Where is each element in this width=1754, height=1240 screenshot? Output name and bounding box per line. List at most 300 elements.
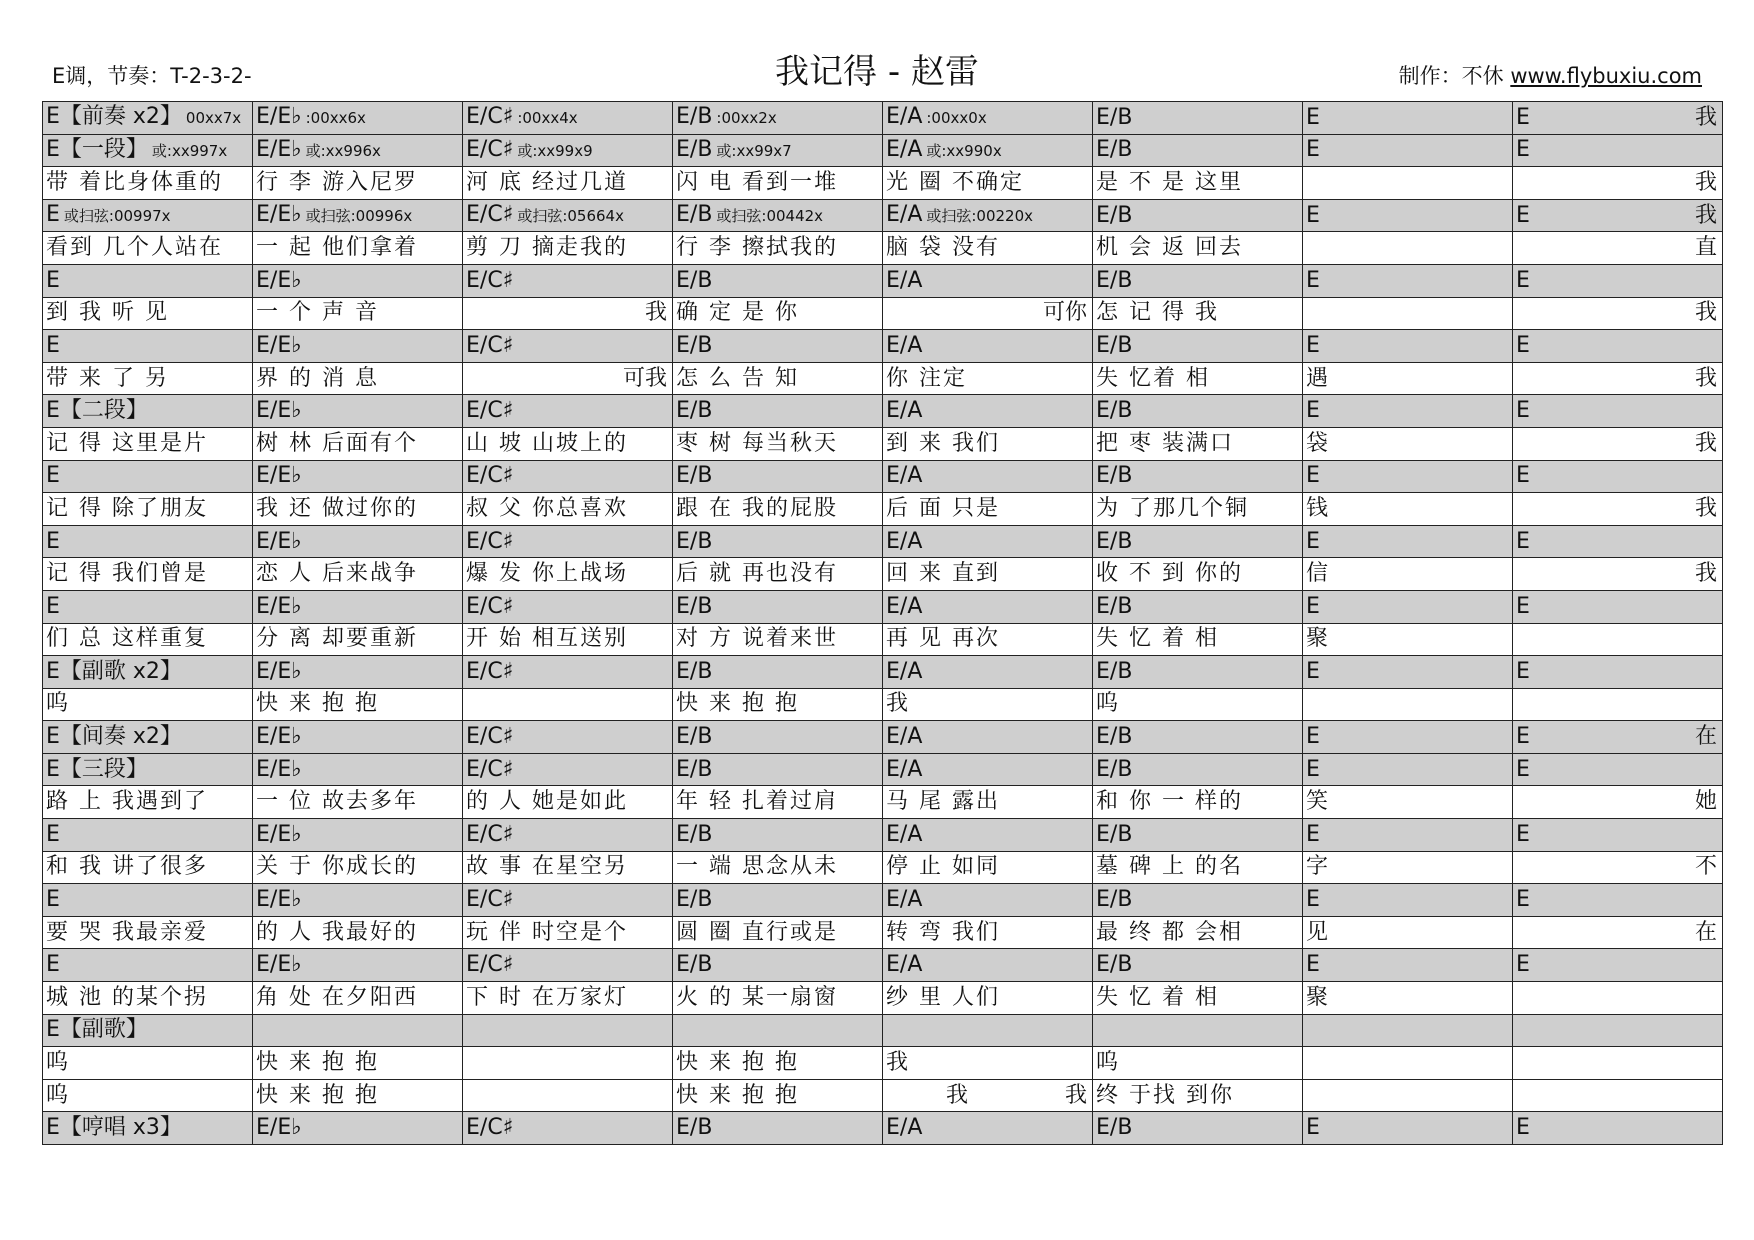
chord-cell — [1513, 330, 1723, 363]
chord-name: E/B — [676, 724, 713, 750]
lyric-cell — [1513, 297, 1723, 330]
chord-row — [43, 1014, 1723, 1047]
lyric-text: 怎 记 得 我 — [1096, 300, 1219, 326]
chord-name: E/B — [1096, 952, 1133, 978]
lyric-cell — [1093, 688, 1303, 721]
chord-cell — [673, 460, 883, 493]
chord-cell — [883, 753, 1093, 786]
lyric-cell — [1303, 427, 1513, 460]
lyric-cell — [1093, 982, 1303, 1015]
lyric-text: 钱 — [1306, 495, 1331, 521]
lyric-cell — [1303, 297, 1513, 330]
chord-cell — [463, 753, 673, 786]
lyric-cell — [43, 786, 253, 819]
lyric-text: 和 我 讲了很多 — [46, 854, 208, 880]
chord-cell — [673, 102, 883, 135]
chord-name: E — [1516, 463, 1530, 489]
lyric-cell — [1303, 786, 1513, 819]
chord-cell — [883, 721, 1093, 754]
pickup-lyric: 我 — [1064, 1082, 1087, 1108]
lyric-cell — [1513, 167, 1723, 200]
lyric-text: 闪 电 看到一堆 — [676, 169, 838, 195]
lyric-cell — [673, 1047, 883, 1080]
chord-cell — [1093, 330, 1303, 363]
lyric-text: 关 于 你成长的 — [256, 854, 418, 880]
chord-cell — [883, 264, 1093, 297]
chord-name: E/B — [1096, 1115, 1133, 1141]
pickup-lyric: 不 — [1694, 854, 1717, 880]
lyric-text: 恋 人 后来战争 — [256, 561, 418, 587]
chord-name: E/B — [676, 136, 713, 162]
lyric-cell — [1513, 1079, 1723, 1112]
lyric-text: 马 尾 露出 — [886, 789, 1000, 815]
lyric-text: 分 离 却要重新 — [256, 626, 418, 652]
lyric-cell — [43, 297, 253, 330]
chord-name: E — [1516, 137, 1530, 163]
lyric-cell — [463, 558, 673, 591]
lyric-cell — [253, 623, 463, 656]
chord-name: E — [1516, 952, 1530, 978]
lyric-text: 带 来 了 另 — [46, 365, 169, 391]
pickup-lyric: 我 — [1694, 104, 1717, 130]
lyric-text: 快 来 抱 抱 — [256, 691, 379, 717]
lyric-text: 呜 — [1096, 691, 1121, 717]
chord-cell — [1093, 199, 1303, 232]
pickup-lyric: 我 — [1694, 169, 1717, 195]
chord-fingering: :00xx6x — [305, 109, 366, 128]
lyric-text: 是 不 是 这里 — [1096, 169, 1243, 195]
lyric-cell — [253, 982, 463, 1015]
chord-row — [43, 134, 1723, 167]
lyric-text: 行 李 擦拭我的 — [676, 235, 838, 261]
lyric-cell — [1093, 623, 1303, 656]
chord-cell — [1513, 590, 1723, 623]
chord-name: E/E♭ — [256, 887, 302, 913]
lyric-cell — [1093, 297, 1303, 330]
chord-name: E — [46, 267, 60, 293]
chord-name: E — [1516, 267, 1530, 293]
chord-cell — [673, 753, 883, 786]
chord-cell — [1303, 819, 1513, 852]
chord-cell — [43, 264, 253, 297]
chord-name: E/B — [1096, 267, 1133, 293]
lyric-text: 对 方 说着来世 — [676, 626, 838, 652]
chord-cell — [253, 264, 463, 297]
chord-cell — [253, 819, 463, 852]
chord-name: E — [1306, 332, 1320, 358]
lyric-cell — [1303, 232, 1513, 265]
lyric-text: 呜 — [46, 1050, 71, 1076]
pickup-lyric: 我 — [1694, 561, 1717, 587]
chord-cell — [253, 949, 463, 982]
lyric-text: 爆 发 你上战场 — [466, 561, 628, 587]
lyric-cell — [1303, 1047, 1513, 1080]
lyric-cell — [43, 232, 253, 265]
lyric-cell — [43, 427, 253, 460]
lyric-row — [43, 982, 1723, 1015]
pickup-lyric: 可我 — [622, 365, 667, 391]
chord-name: E/B — [676, 398, 713, 424]
chord-name: E — [1516, 887, 1530, 913]
lyric-cell — [883, 916, 1093, 949]
chord-fingering: 或扫弦:00220x — [926, 207, 1034, 226]
lyric-cell — [673, 1079, 883, 1112]
lyric-cell — [673, 786, 883, 819]
chord-cell — [1093, 102, 1303, 135]
chord-cell — [463, 330, 673, 363]
chord-cell — [1303, 656, 1513, 689]
chord-name: E【间奏 x2】 — [46, 724, 182, 750]
lyric-text: 呜 — [46, 691, 71, 717]
lyric-text: 下 时 在万家灯 — [466, 984, 628, 1010]
lyric-cell — [883, 297, 1093, 330]
chord-name: E — [1516, 202, 1530, 228]
chord-cell — [463, 199, 673, 232]
chord-cell — [43, 460, 253, 493]
chord-cell — [1093, 753, 1303, 786]
chord-name: E/B — [676, 267, 713, 293]
chord-cell — [673, 590, 883, 623]
chord-cell — [43, 1014, 253, 1047]
chord-cell — [1513, 102, 1723, 135]
pickup-lyric: 她 — [1694, 789, 1717, 815]
lyric-cell — [253, 427, 463, 460]
chord-cell — [43, 1112, 253, 1145]
chord-name: E/B — [1096, 658, 1133, 684]
chord-cell — [673, 330, 883, 363]
chord-fingering: 或:xx996x — [305, 141, 381, 160]
lyric-cell — [1513, 982, 1723, 1015]
lyric-text: 看到 几个人站在 — [46, 235, 223, 261]
lyric-row — [43, 297, 1723, 330]
pickup-lyric: 在 — [1694, 724, 1717, 750]
lyric-text: 袋 — [1306, 430, 1331, 456]
lyric-cell — [1303, 362, 1513, 395]
chord-name: E — [1306, 658, 1320, 684]
chord-name: E/A — [886, 593, 923, 619]
chord-cell — [1093, 1014, 1303, 1047]
chord-name: E/A — [886, 104, 923, 130]
chord-cell — [43, 330, 253, 363]
lyric-text: 笑 — [1306, 789, 1331, 815]
lyric-text: 们 总 这样重复 — [46, 626, 208, 652]
lyric-cell — [1513, 851, 1723, 884]
lyric-cell — [673, 982, 883, 1015]
chord-name: E/B — [1096, 756, 1133, 782]
lyric-text: 路 上 我遇到了 — [46, 789, 208, 815]
lyric-cell — [43, 1047, 253, 1080]
chord-name: E — [46, 887, 60, 913]
chord-cell — [1513, 819, 1723, 852]
lyric-cell — [673, 167, 883, 200]
chord-name: E【二段】 — [46, 398, 148, 424]
chord-lyric-table — [42, 101, 1723, 1145]
lyric-text: 再 见 再次 — [886, 626, 1000, 652]
chord-cell — [1303, 102, 1513, 135]
chord-name: E — [46, 952, 60, 978]
lyric-text: 的 人 她是如此 — [466, 789, 628, 815]
chord-name: E/E♭ — [256, 528, 302, 554]
chord-cell — [673, 199, 883, 232]
chord-row — [43, 199, 1723, 232]
chord-name: E/B — [676, 658, 713, 684]
lyric-text: 最 终 都 会相 — [1096, 919, 1243, 945]
chord-name: E/E♭ — [256, 952, 302, 978]
lyric-cell — [673, 851, 883, 884]
chord-name: E/B — [676, 952, 713, 978]
chord-name: E/C♯ — [466, 952, 514, 978]
lyric-text: 遇 — [1306, 365, 1331, 391]
lyric-cell — [1303, 851, 1513, 884]
chord-row — [43, 460, 1723, 493]
lyric-cell — [883, 362, 1093, 395]
chord-name: E/C♯ — [466, 593, 514, 619]
chord-cell — [43, 102, 253, 135]
lyric-text: 城 池 的某个拐 — [46, 984, 208, 1010]
chord-row — [43, 753, 1723, 786]
chord-row — [43, 264, 1723, 297]
chord-fingering: :00xx0x — [926, 109, 987, 128]
lyric-text: 信 — [1306, 561, 1331, 587]
chord-name: E — [1306, 821, 1320, 847]
chord-name: E/B — [676, 463, 713, 489]
lyric-cell — [43, 688, 253, 721]
lyric-text: 一 端 思念从未 — [676, 854, 838, 880]
lyric-cell — [1513, 688, 1723, 721]
lyric-cell — [463, 167, 673, 200]
lyric-cell — [253, 167, 463, 200]
chord-cell — [1513, 134, 1723, 167]
lyric-cell — [1513, 427, 1723, 460]
chord-name: E — [1306, 463, 1320, 489]
lyric-cell — [1513, 1047, 1723, 1080]
chord-cell — [1513, 264, 1723, 297]
lyric-cell — [463, 362, 673, 395]
chord-cell — [1093, 1112, 1303, 1145]
chord-name: E/A — [886, 756, 923, 782]
chord-cell — [673, 949, 883, 982]
chord-name: E — [1516, 104, 1530, 130]
chord-cell — [253, 1112, 463, 1145]
chord-row — [43, 330, 1723, 363]
lyric-text: 山 坡 山坡上的 — [466, 430, 628, 456]
chord-cell — [883, 199, 1093, 232]
chord-cell — [463, 134, 673, 167]
lyric-text: 一 个 声 音 — [256, 300, 379, 326]
chord-cell — [1303, 330, 1513, 363]
lyric-text: 快 来 抱 抱 — [676, 1082, 799, 1108]
lyric-text: 终 于找 到你 — [1096, 1082, 1234, 1108]
chord-name: E — [1306, 137, 1320, 163]
lyric-text: 界 的 消 息 — [256, 365, 379, 391]
chord-name: E/B — [1096, 593, 1133, 619]
chord-name: E/B — [676, 821, 713, 847]
chord-cell — [1303, 721, 1513, 754]
lyric-cell — [253, 297, 463, 330]
lyric-text: 玩 伴 时空是个 — [466, 919, 628, 945]
chord-name: E/E♭ — [256, 821, 302, 847]
lyric-cell — [1513, 493, 1723, 526]
chord-name: E/C♯ — [466, 756, 514, 782]
lyric-cell — [43, 362, 253, 395]
pickup-lyric: 可你 — [1042, 300, 1087, 326]
lyric-cell — [883, 232, 1093, 265]
lyric-cell — [883, 688, 1093, 721]
chord-cell — [43, 721, 253, 754]
chord-name: E/B — [676, 332, 713, 358]
chord-name: E/B — [676, 528, 713, 554]
lyric-cell — [1303, 1079, 1513, 1112]
lyric-cell — [1093, 232, 1303, 265]
lyric-cell — [1093, 167, 1303, 200]
chord-name: E — [46, 463, 60, 489]
chord-cell — [673, 884, 883, 917]
chord-name: E — [1306, 1115, 1320, 1141]
lyric-text: 要 哭 我最亲爱 — [46, 919, 208, 945]
lyric-cell — [1513, 786, 1723, 819]
chord-name: E/B — [676, 104, 713, 130]
chord-cell — [253, 460, 463, 493]
lyric-text: 一 起 他们拿着 — [256, 235, 418, 261]
chord-name: E【一段】 — [46, 136, 148, 162]
chord-name: E — [1516, 724, 1530, 750]
lyric-cell — [43, 916, 253, 949]
chord-name: E/A — [886, 332, 923, 358]
chord-cell — [883, 102, 1093, 135]
lyric-row — [43, 916, 1723, 949]
lyric-cell — [1093, 362, 1303, 395]
lyric-cell — [253, 232, 463, 265]
lyric-text: 记 得 这里是片 — [46, 430, 208, 456]
lyric-row — [43, 786, 1723, 819]
lyric-cell — [463, 493, 673, 526]
key-tempo-info: E调，节奏：T-2-3-2- — [52, 64, 252, 88]
lyric-text: 到 我 听 见 — [46, 300, 169, 326]
chord-cell — [673, 656, 883, 689]
lyric-text: 把 枣 装满口 — [1096, 430, 1234, 456]
chord-cell — [253, 199, 463, 232]
lyric-cell — [673, 297, 883, 330]
chord-name: E/B — [1096, 104, 1133, 130]
lyric-text: 字 — [1306, 854, 1331, 880]
chord-cell — [463, 949, 673, 982]
lyric-cell — [673, 427, 883, 460]
chord-cell — [43, 590, 253, 623]
lyric-row — [43, 623, 1723, 656]
chord-cell — [463, 884, 673, 917]
lyric-text: 停 止 如同 — [886, 854, 1000, 880]
pickup-lyric: 我 — [1694, 495, 1717, 521]
chord-row — [43, 656, 1723, 689]
chord-name: E/A — [886, 1115, 923, 1141]
chord-cell — [673, 1112, 883, 1145]
lyric-text: 快 来 抱 抱 — [676, 1050, 799, 1076]
chord-name: E — [1516, 821, 1530, 847]
chord-cell — [1303, 1014, 1513, 1047]
pickup-lyric: 我 — [644, 300, 667, 326]
chord-cell — [43, 134, 253, 167]
chord-name: E/B — [1096, 137, 1133, 163]
lyric-text: 后 面 只是 — [886, 495, 1000, 521]
chord-cell — [253, 330, 463, 363]
chord-name: E — [1516, 1115, 1530, 1141]
chord-fingering: 或:xx990x — [926, 141, 1002, 160]
lyric-text: 快 来 抱 抱 — [256, 1082, 379, 1108]
lyric-cell — [1513, 623, 1723, 656]
lyric-text: 带 着比身体重的 — [46, 169, 223, 195]
chord-fingering: :00xx4x — [517, 109, 578, 128]
lyric-cell — [253, 1047, 463, 1080]
pickup-lyric: 我 — [1694, 300, 1717, 326]
lyric-row — [43, 493, 1723, 526]
lyric-text: 河 底 经过几道 — [466, 169, 628, 195]
chord-name: E — [1306, 952, 1320, 978]
lyric-cell — [883, 982, 1093, 1015]
lyric-cell — [463, 1079, 673, 1112]
chord-name: E — [1306, 104, 1320, 130]
chord-cell — [1513, 460, 1723, 493]
sheet-header — [0, 0, 1754, 100]
lyric-cell — [253, 916, 463, 949]
lyric-row — [43, 1079, 1723, 1112]
chord-row — [43, 102, 1723, 135]
chord-fingering: 或:xx99x9 — [517, 141, 593, 160]
chord-cell — [1303, 134, 1513, 167]
chord-name: E【副歌 x2】 — [46, 658, 182, 684]
chord-cell — [1513, 656, 1723, 689]
lyric-text: 收 不 到 你的 — [1096, 561, 1243, 587]
chord-name: E/A — [886, 267, 923, 293]
chord-fingering: 或:xx99x7 — [716, 141, 792, 160]
chord-cell — [1513, 395, 1723, 428]
lyric-text: 失 忆 着 相 — [1096, 984, 1219, 1010]
lyric-text: 行 李 游入尼罗 — [256, 169, 418, 195]
chord-cell — [253, 1014, 463, 1047]
chord-row — [43, 721, 1723, 754]
chord-name: E/B — [1096, 887, 1133, 913]
chord-name: E — [1306, 267, 1320, 293]
lyric-row — [43, 167, 1723, 200]
lyric-text: 光 圈 不确定 — [886, 169, 1024, 195]
chord-cell — [1303, 884, 1513, 917]
chord-cell — [883, 884, 1093, 917]
chord-name: E/B — [676, 593, 713, 619]
maker-site-link[interactable]: www.flybuxiu.com — [1510, 64, 1702, 88]
lyric-row — [43, 1047, 1723, 1080]
chord-cell — [463, 656, 673, 689]
chord-cell — [463, 1112, 673, 1145]
lyric-cell — [463, 427, 673, 460]
lyric-text: 角 处 在夕阳西 — [256, 984, 418, 1010]
lyric-cell — [1093, 558, 1303, 591]
maker-credit — [1399, 60, 1702, 90]
chord-cell — [253, 395, 463, 428]
chord-cell — [463, 395, 673, 428]
chord-name: E/A — [886, 658, 923, 684]
lyric-text: 年 轻 扎着过肩 — [676, 789, 838, 815]
lyric-cell — [673, 493, 883, 526]
chord-name: E【哼唱 x3】 — [46, 1115, 182, 1141]
lyric-text: 火 的 某一扇窗 — [676, 984, 838, 1010]
song-title: 我记得 - 赵雷 — [775, 52, 979, 92]
chord-name: E — [46, 332, 60, 358]
lyric-text: 后 就 再也没有 — [676, 561, 838, 587]
chord-cell — [1093, 721, 1303, 754]
chord-name: E/B — [676, 202, 713, 228]
lyric-cell — [463, 623, 673, 656]
chord-name: E/A — [886, 821, 923, 847]
chord-cell — [253, 525, 463, 558]
